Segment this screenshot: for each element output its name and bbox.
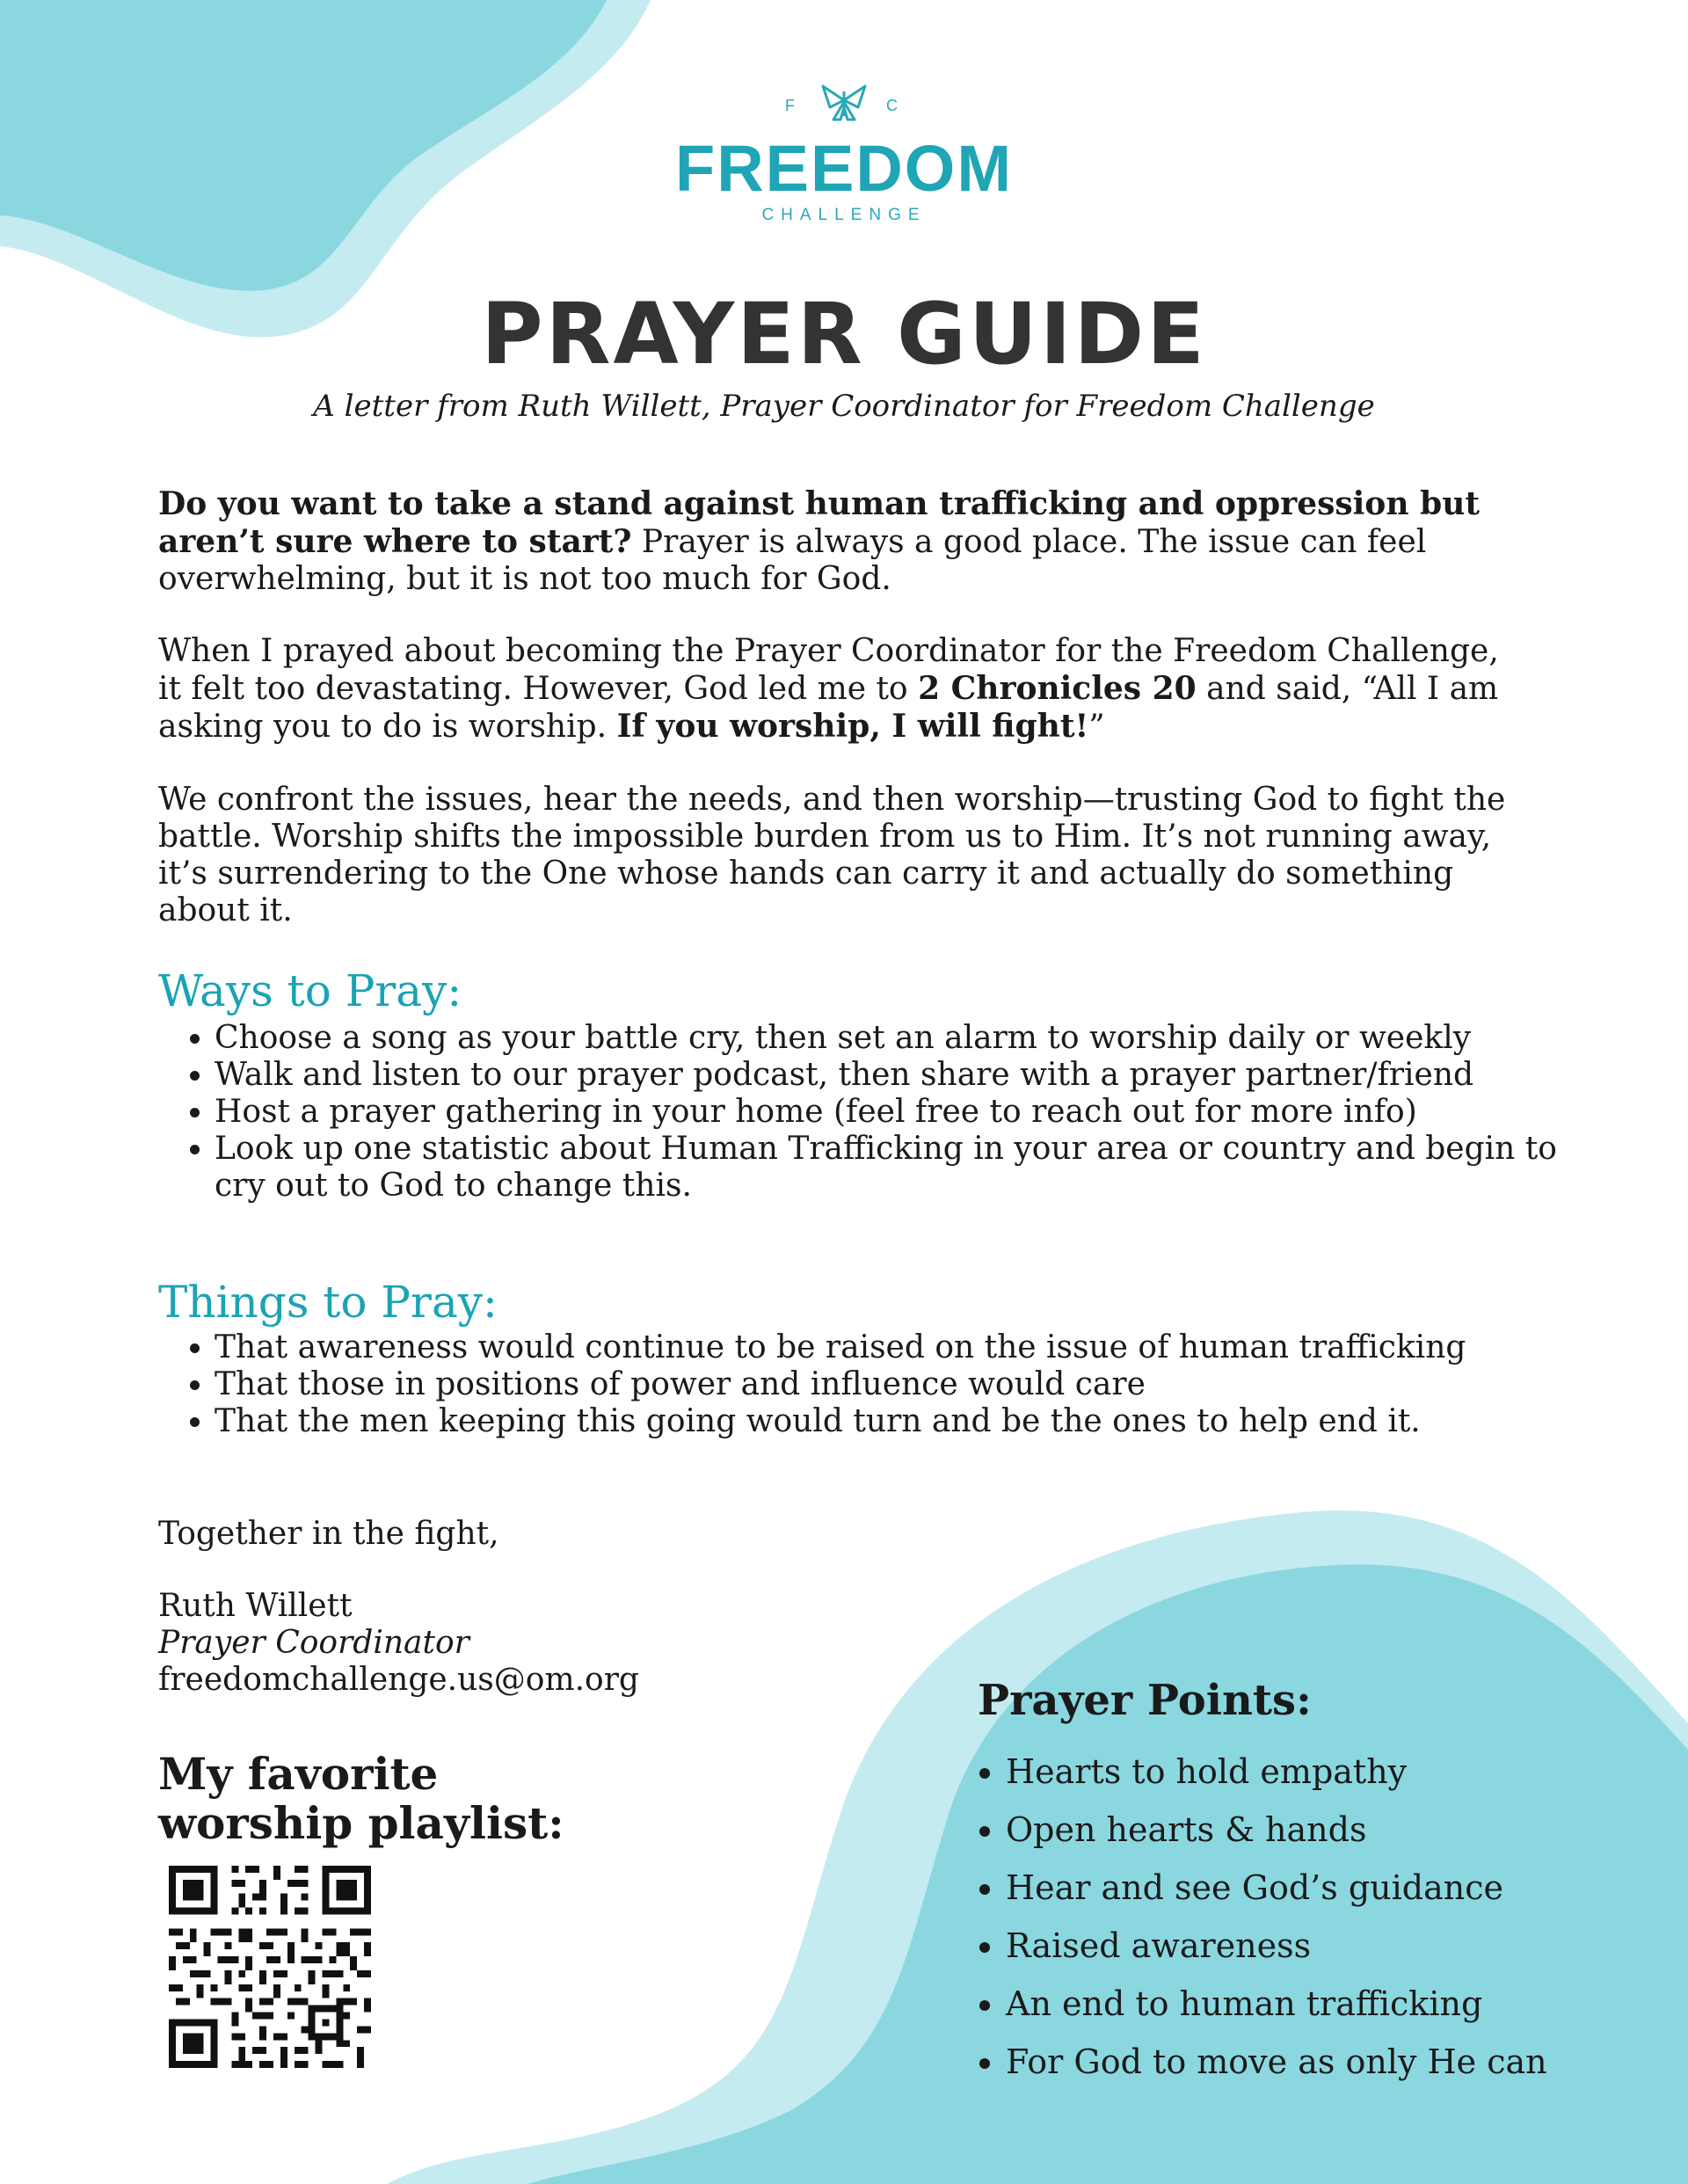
logo-subtitle: CHALLENGE [761,206,927,224]
worship-quote: If you worship, I will fight! [616,708,1089,745]
prayer-points-list [978,1743,1674,2091]
list-item: • That the men keeping this going would turn and be the ones to help end it. [215,1403,1604,1440]
chronicles-text-a: When I prayed about becoming the Prayer Coordinator for the Freedom Challenge, it felt too devastating. However, God led me to [158,633,1499,707]
ways-to-pray-list [158,1020,1604,1205]
page-title: PRAYER GUIDE [481,285,1207,383]
chronicles-paragraph [158,633,1530,746]
things-to-pray-heading: Things to Pray: [158,1277,498,1328]
playlist-line-1: My favorite [158,1748,439,1800]
chronicles-text-e: ” [1088,709,1105,745]
list-item: • Host a prayer gathering in your home (feel free to reach out for more info) [215,1094,1604,1131]
ways-to-pray-heading: Ways to Pray: [158,965,462,1016]
contact-email[interactable]: freedomchallenge.us@om.org [158,1662,639,1698]
chronicles-reference: 2 Chronicles 20 [918,670,1197,707]
list-item: • That awareness would continue to be raised on the issue of human trafficking [215,1329,1604,1366]
list-item: • Choose a song as your battle cry, then set an alarm to worship daily or weekly [215,1020,1604,1057]
list-item: • Open hearts & hands [1006,1801,1674,1859]
playlist-heading [158,1750,686,1848]
logo-wordmark: FREEDOM [675,132,1013,205]
signature-block [158,1588,639,1699]
signature-name: Ruth Willett [158,1588,353,1624]
list-item: • Walk and listen to our prayer podcast, then share with a prayer partner/friend [215,1057,1604,1094]
intro-paragraph [158,485,1530,598]
worship-paragraph: We confront the issues, hear the needs, and then worship—trusting God to fight the battle. Worship shifts the impossible burden from us to Him. It’s not running away, it’s surrendering to the One whose hands can carry it and actually do something about it. [158,782,1506,928]
chronicles-text-c: and said, “All I am asking you to do is worship. [158,671,1499,745]
logo-letter-c: C [886,97,899,114]
list-item: • Hearts to hold empathy [1006,1743,1674,1801]
logo-letter-f: F [785,97,797,114]
prayer-points-title: Prayer Points: [978,1676,1312,1725]
playlist-line-2: worship playlist: [158,1797,564,1849]
signature-role: Prayer Coordinator [158,1625,469,1661]
list-item: • Hear and see God’s guidance [1006,1859,1674,1917]
closing-line: Together in the fight, [158,1516,499,1552]
list-item: • Look up one statistic about Human Trafficking in your area or country and begin to cry out to God to change this. [215,1131,1604,1205]
list-item: • That those in positions of power and influence would care [215,1366,1604,1403]
list-item: • An end to human trafficking [1006,1975,1674,2033]
qr-code-icon[interactable] [169,1866,371,2068]
butterfly-icon [818,81,870,125]
logo-mark [668,81,1020,130]
freedom-challenge-logo [668,81,1020,257]
list-item: • For God to move as only He can [1006,2033,1674,2091]
things-to-pray-list [158,1329,1604,1440]
intro-text: Prayer is always a good place. The issue can feel overwhelming, but it is not too much for God. [158,524,1427,597]
intro-question: Do you want to take a stand against human trafficking and oppression but aren’t sure where to start? [158,485,1480,560]
list-item: • Raised awareness [1006,1917,1674,1975]
page-subtitle: A letter from Ruth Willett, Prayer Coordinator for Freedom Challenge [313,389,1375,424]
